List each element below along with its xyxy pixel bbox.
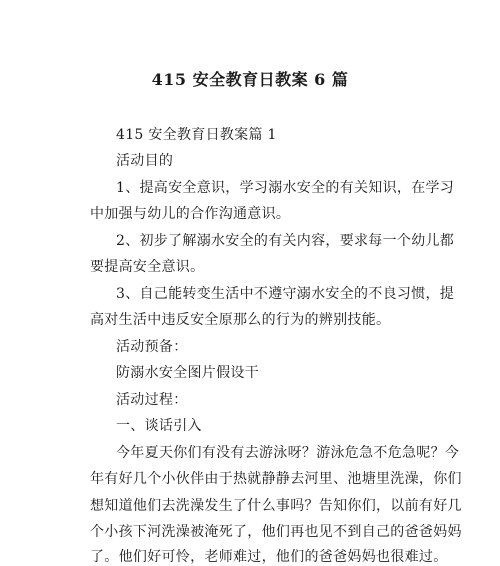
section-heading: 415 安全教育日教案篇 1: [116, 127, 277, 143]
paragraph-line: 活动目的: [116, 153, 174, 169]
paragraph-line: 今年夏天你们有没有去游泳呀？游泳危急不危急呢？今: [116, 445, 460, 461]
paragraph-line: 活动过程：: [116, 392, 188, 408]
document-title: 415 安全教育日教案 6 篇: [151, 70, 349, 89]
paragraph-line: 3、自己能转变生活中不遵守溺水安全的不良习惯，提: [116, 286, 455, 302]
paragraph-line: 活动预备：: [116, 339, 188, 355]
paragraph-line: 防溺水安全图片假设干: [116, 365, 259, 381]
paragraph-line: 1、提高安全意识，学习溺水安全的有关知识，在学习: [116, 180, 455, 196]
paragraph-line: 中加强与幼儿的合作沟通意识。: [90, 206, 291, 222]
paragraph-line: 要提高安全意识。: [90, 259, 205, 275]
paragraph-line: 年有好几个小伙伴由于热就静静去河里、池塘里洗澡，你们: [90, 471, 462, 487]
paragraph-line: 个小孩下河洗澡被淹死了，他们再也见不到自己的爸爸妈妈: [90, 524, 462, 540]
paragraph-line: 2、初步了解溺水安全的有关内容，要求每一个幼儿都: [116, 233, 455, 249]
paragraph-line: 想知道他们去洗澡发生了什么事吗？告知你们，以前有好几: [90, 498, 462, 514]
paragraph-line: 了。他们好可怜，老师难过，他们的爸爸妈妈也很难过。: [90, 549, 448, 565]
paragraph-line: 一、谈话引入: [116, 418, 202, 434]
paragraph-line: 高对生活中违反安全原那么的行为的辨别技能。: [90, 312, 391, 328]
